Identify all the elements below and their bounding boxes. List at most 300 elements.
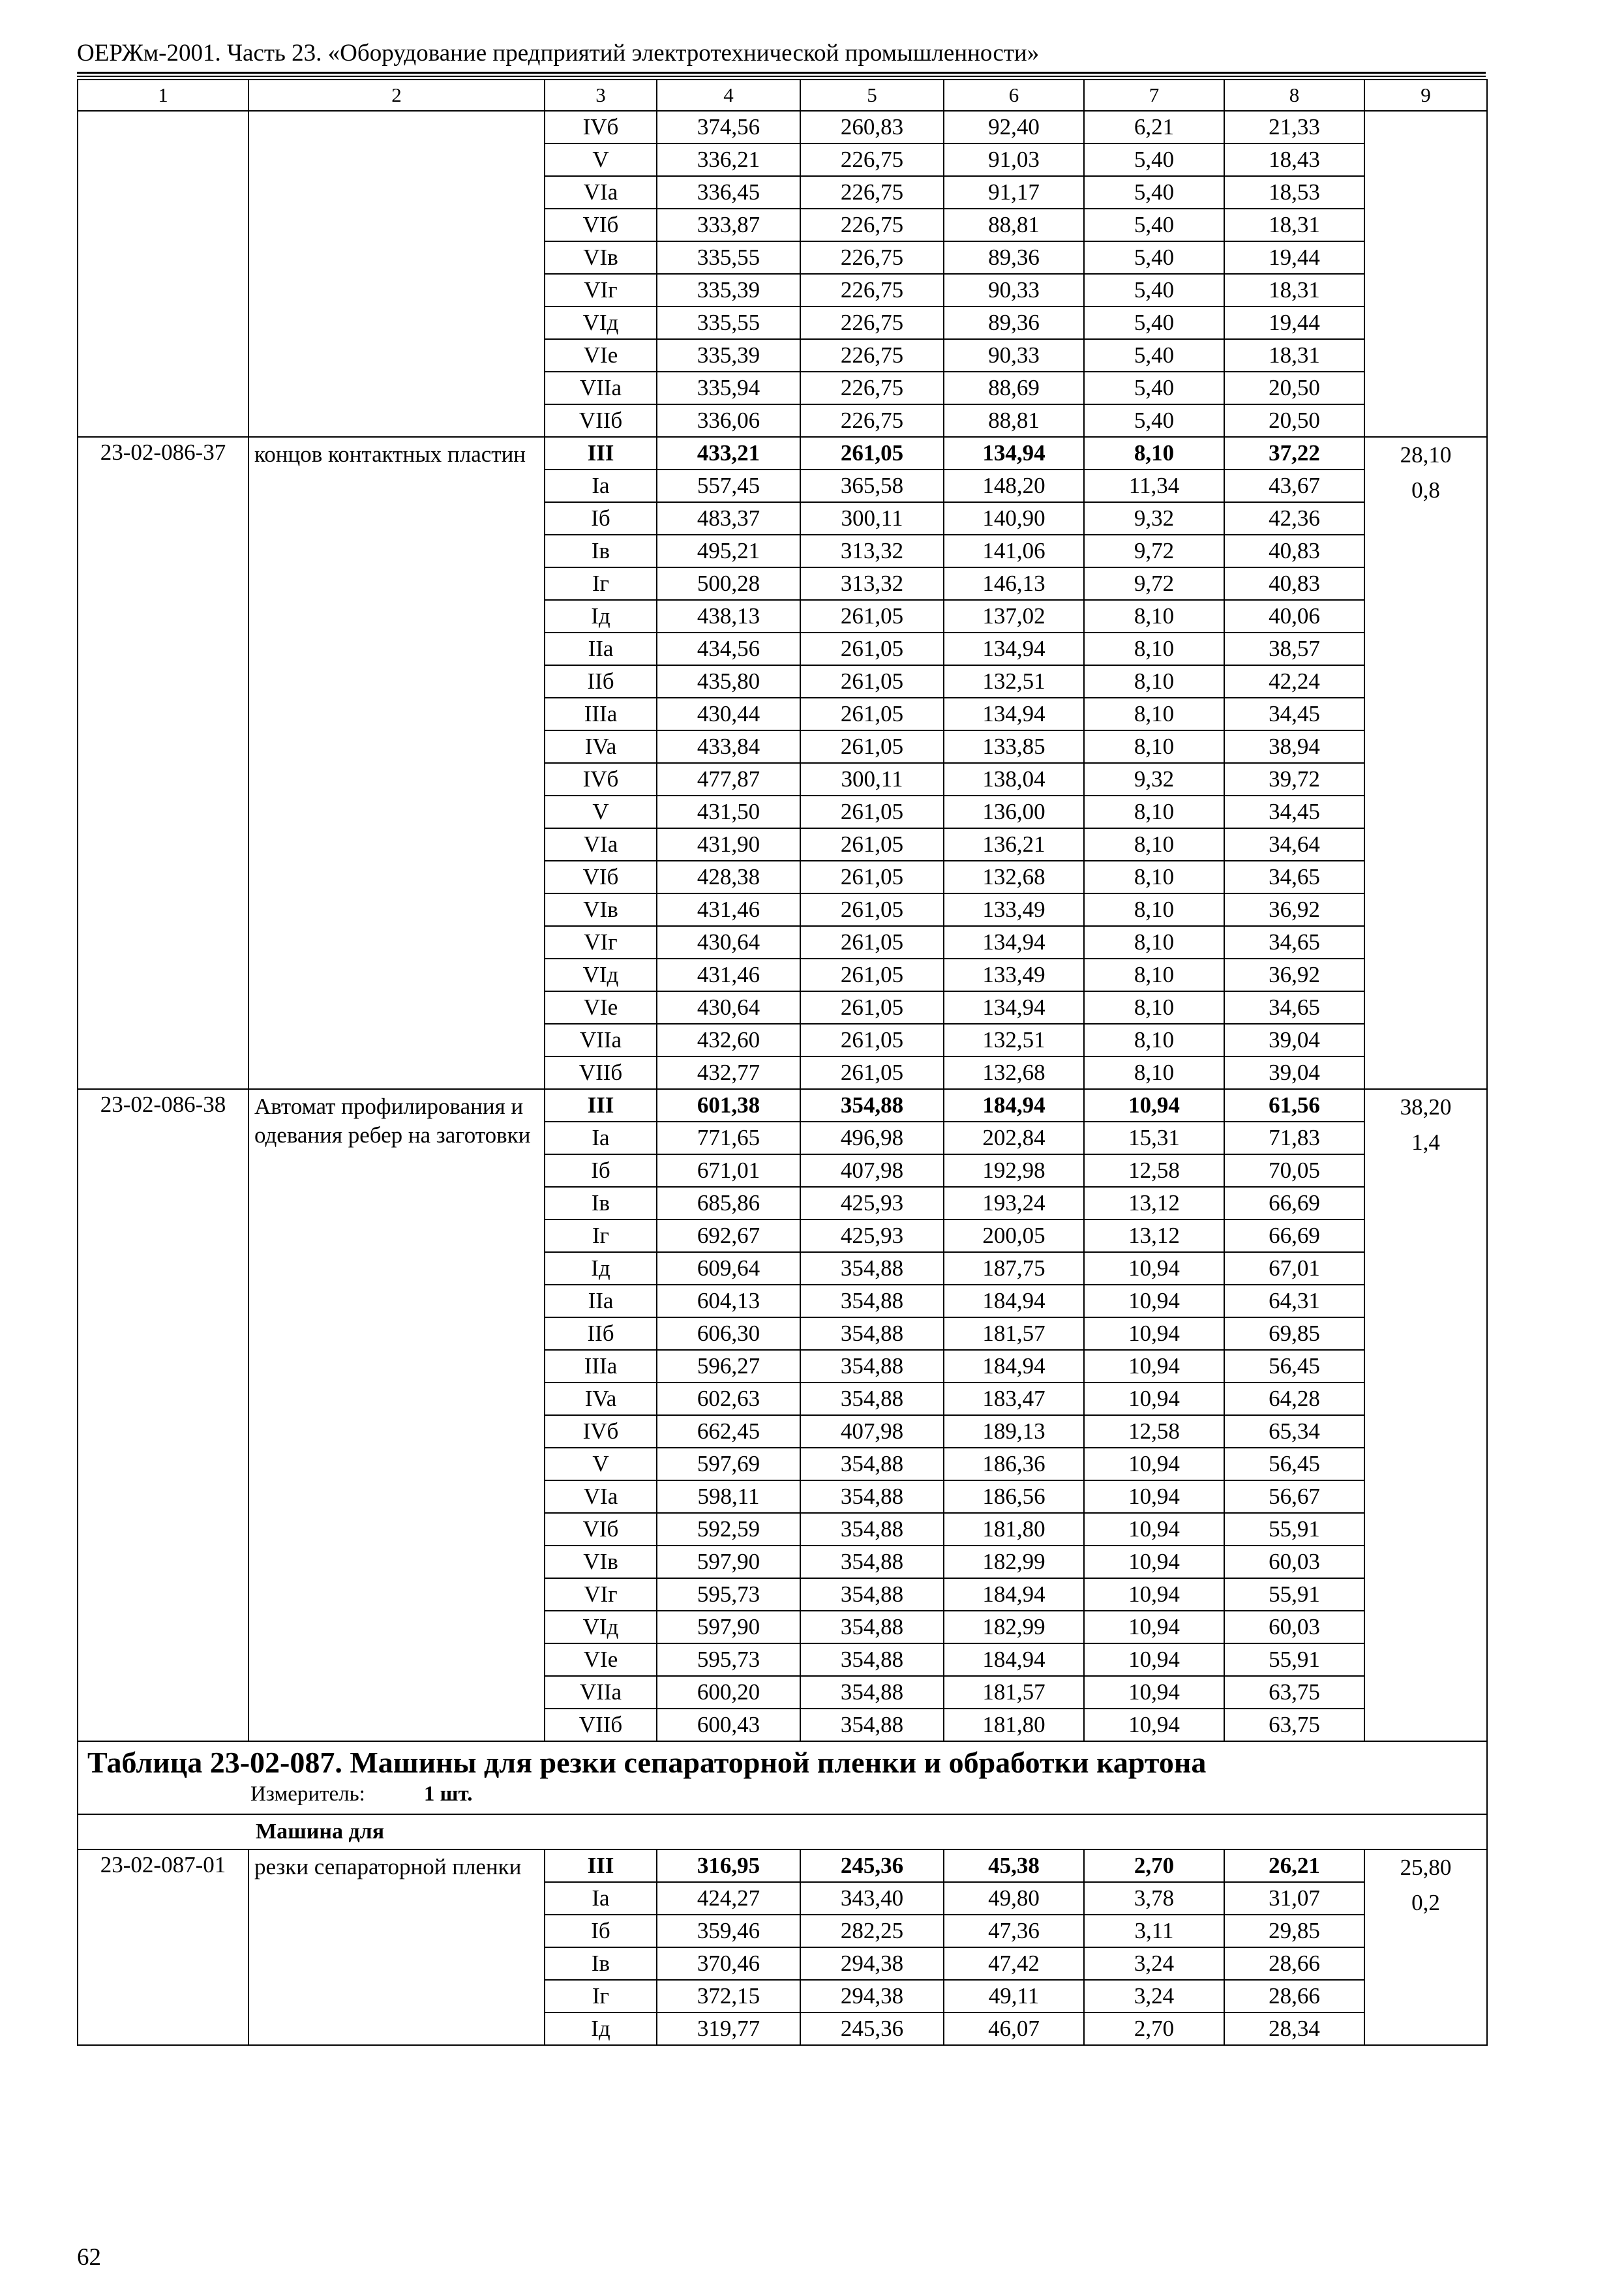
zone-cell: III xyxy=(545,437,657,470)
value-cell: 28,66 xyxy=(1224,1947,1364,1980)
zone-cell: VIa xyxy=(545,828,657,861)
name-cell: резки сепараторной пленки xyxy=(248,1849,545,2045)
value-cell: 137,02 xyxy=(944,600,1084,633)
zone-cell: Iб xyxy=(545,1154,657,1187)
value-cell: 335,55 xyxy=(657,307,800,339)
header-rule-secondary xyxy=(77,76,1486,77)
value-cell: 56,45 xyxy=(1224,1448,1364,1480)
value-cell: 43,67 xyxy=(1224,470,1364,502)
table-title: Таблица 23-02-087. Машины для резки сепараторной пленки и обработки картона xyxy=(87,1746,1207,1779)
value-cell: 245,36 xyxy=(800,1849,944,1882)
table-row xyxy=(78,1089,1487,1122)
value-cell: 431,90 xyxy=(657,828,800,861)
value-cell: 2,70 xyxy=(1084,2012,1224,2045)
value-cell: 29,85 xyxy=(1224,1915,1364,1947)
value-cell: 189,13 xyxy=(944,1415,1084,1448)
zone-cell: Iг xyxy=(545,1980,657,2012)
value-cell: 5,40 xyxy=(1084,339,1224,372)
zone-cell: VIe xyxy=(545,991,657,1024)
value-cell: 354,88 xyxy=(800,1513,944,1546)
value-cell: 354,88 xyxy=(800,1350,944,1383)
value-cell: 313,32 xyxy=(800,535,944,567)
value-cell: 55,91 xyxy=(1224,1513,1364,1546)
value-cell: 336,45 xyxy=(657,176,800,209)
rates-table xyxy=(77,79,1488,2046)
value-cell: 300,11 xyxy=(800,502,944,535)
zone-cell: VIв xyxy=(545,1546,657,1578)
value-cell: 477,87 xyxy=(657,763,800,796)
zone-cell: V xyxy=(545,1448,657,1480)
value-cell: 88,81 xyxy=(944,209,1084,241)
value-cell: 141,06 xyxy=(944,535,1084,567)
value-cell: 354,88 xyxy=(800,1676,944,1709)
value-cell: 65,34 xyxy=(1224,1415,1364,1448)
value-cell: 424,27 xyxy=(657,1882,800,1915)
col9-value: 38,20 xyxy=(1400,1094,1452,1120)
value-cell: 316,95 xyxy=(657,1849,800,1882)
value-cell: 685,86 xyxy=(657,1187,800,1219)
value-cell: 604,13 xyxy=(657,1285,800,1317)
value-cell: 67,01 xyxy=(1224,1252,1364,1285)
header-rule xyxy=(77,72,1486,74)
zone-cell: Iв xyxy=(545,1187,657,1219)
value-cell: 3,24 xyxy=(1084,1947,1224,1980)
value-cell: 601,38 xyxy=(657,1089,800,1122)
value-cell: 245,36 xyxy=(800,2012,944,2045)
value-cell: 34,64 xyxy=(1224,828,1364,861)
zone-cell: VIд xyxy=(545,959,657,991)
col9-value: 28,10 xyxy=(1400,442,1452,468)
value-cell: 8,10 xyxy=(1084,926,1224,959)
value-cell: 10,94 xyxy=(1084,1480,1224,1513)
value-cell: 597,90 xyxy=(657,1611,800,1643)
value-cell: 20,50 xyxy=(1224,404,1364,437)
value-cell: 47,42 xyxy=(944,1947,1084,1980)
value-cell: 354,88 xyxy=(800,1578,944,1611)
value-cell: 9,72 xyxy=(1084,535,1224,567)
value-cell: 181,57 xyxy=(944,1676,1084,1709)
value-cell: 61,56 xyxy=(1224,1089,1364,1122)
zone-cell: IIa xyxy=(545,633,657,665)
zone-cell: VIIб xyxy=(545,1056,657,1089)
value-cell: 184,94 xyxy=(944,1643,1084,1676)
value-cell: 10,94 xyxy=(1084,1643,1224,1676)
table-body xyxy=(78,80,1487,2045)
table-row xyxy=(78,111,1487,143)
value-cell: 598,11 xyxy=(657,1480,800,1513)
col9-value: 0,2 xyxy=(1411,1890,1440,1915)
zone-cell: IVa xyxy=(545,730,657,763)
value-cell: 407,98 xyxy=(800,1154,944,1187)
value-cell: 5,40 xyxy=(1084,241,1224,274)
column-number: 9 xyxy=(1364,80,1487,111)
value-cell: 294,38 xyxy=(800,1980,944,2012)
value-cell: 261,05 xyxy=(800,959,944,991)
value-cell: 2,70 xyxy=(1084,1849,1224,1882)
value-cell: 15,31 xyxy=(1084,1122,1224,1154)
zone-cell: IVa xyxy=(545,1383,657,1415)
zone-cell: IVб xyxy=(545,111,657,143)
zone-cell: Iд xyxy=(545,2012,657,2045)
value-cell: 10,94 xyxy=(1084,1709,1224,1741)
zone-cell: VIд xyxy=(545,1611,657,1643)
value-cell: 38,57 xyxy=(1224,633,1364,665)
zone-cell: VIв xyxy=(545,241,657,274)
value-cell: 261,05 xyxy=(800,633,944,665)
name-cell: концов контактных пластин xyxy=(248,437,545,1089)
value-cell: 37,22 xyxy=(1224,437,1364,470)
value-cell: 146,13 xyxy=(944,567,1084,600)
column-number: 3 xyxy=(545,80,657,111)
value-cell: 226,75 xyxy=(800,372,944,404)
value-cell: 336,21 xyxy=(657,143,800,176)
value-cell: 132,68 xyxy=(944,861,1084,893)
value-cell: 261,05 xyxy=(800,1024,944,1056)
value-cell: 42,36 xyxy=(1224,502,1364,535)
value-cell: 226,75 xyxy=(800,307,944,339)
value-cell: 8,10 xyxy=(1084,861,1224,893)
zone-cell: III xyxy=(545,1849,657,1882)
value-cell: 186,56 xyxy=(944,1480,1084,1513)
value-cell: 187,75 xyxy=(944,1252,1084,1285)
zone-cell: VIIб xyxy=(545,404,657,437)
zone-cell: Iг xyxy=(545,1219,657,1252)
zone-cell: V xyxy=(545,796,657,828)
value-cell: 60,03 xyxy=(1224,1611,1364,1643)
value-cell: 294,38 xyxy=(800,1947,944,1980)
value-cell: 186,36 xyxy=(944,1448,1084,1480)
table-title-row xyxy=(78,1741,1487,1814)
column-number: 8 xyxy=(1224,80,1364,111)
value-cell: 365,58 xyxy=(800,470,944,502)
value-cell: 407,98 xyxy=(800,1415,944,1448)
value-cell: 184,94 xyxy=(944,1285,1084,1317)
value-cell: 282,25 xyxy=(800,1915,944,1947)
value-cell: 431,50 xyxy=(657,796,800,828)
measure-label: Измеритель: xyxy=(250,1782,365,1806)
subheading-row xyxy=(78,1814,1487,1849)
value-cell: 8,10 xyxy=(1084,665,1224,698)
value-cell: 10,94 xyxy=(1084,1252,1224,1285)
value-cell: 181,57 xyxy=(944,1317,1084,1350)
value-cell: 8,10 xyxy=(1084,959,1224,991)
zone-cell: Iб xyxy=(545,1915,657,1947)
zone-cell: VIд xyxy=(545,307,657,339)
value-cell: 90,33 xyxy=(944,339,1084,372)
value-cell: 8,10 xyxy=(1084,1056,1224,1089)
value-cell: 9,32 xyxy=(1084,763,1224,796)
value-cell: 343,40 xyxy=(800,1882,944,1915)
value-cell: 132,68 xyxy=(944,1056,1084,1089)
value-cell: 5,40 xyxy=(1084,209,1224,241)
value-cell: 19,44 xyxy=(1224,241,1364,274)
value-cell: 91,03 xyxy=(944,143,1084,176)
value-cell: 6,21 xyxy=(1084,111,1224,143)
measure-line xyxy=(87,1780,1477,1808)
value-cell: 49,11 xyxy=(944,1980,1084,2012)
value-cell: 200,05 xyxy=(944,1219,1084,1252)
value-cell: 134,94 xyxy=(944,633,1084,665)
value-cell: 354,88 xyxy=(800,1709,944,1741)
value-cell: 335,55 xyxy=(657,241,800,274)
value-cell: 10,94 xyxy=(1084,1611,1224,1643)
value-cell: 202,84 xyxy=(944,1122,1084,1154)
value-cell: 192,98 xyxy=(944,1154,1084,1187)
value-cell: 430,44 xyxy=(657,698,800,730)
zone-cell: IIIa xyxy=(545,698,657,730)
value-cell: 8,10 xyxy=(1084,991,1224,1024)
value-cell: 435,80 xyxy=(657,665,800,698)
value-cell: 40,06 xyxy=(1224,600,1364,633)
column-number: 2 xyxy=(248,80,545,111)
value-cell: 354,88 xyxy=(800,1089,944,1122)
zone-cell: VIIa xyxy=(545,1676,657,1709)
col9-cell xyxy=(1364,1849,1487,2045)
value-cell: 133,49 xyxy=(944,893,1084,926)
zone-cell: Ia xyxy=(545,1122,657,1154)
zone-cell: VIIa xyxy=(545,1024,657,1056)
value-cell: 557,45 xyxy=(657,470,800,502)
value-cell: 89,36 xyxy=(944,307,1084,339)
value-cell: 5,40 xyxy=(1084,143,1224,176)
zone-cell: VIa xyxy=(545,1480,657,1513)
zone-cell: VIв xyxy=(545,893,657,926)
value-cell: 184,94 xyxy=(944,1350,1084,1383)
value-cell: 39,04 xyxy=(1224,1056,1364,1089)
value-cell: 354,88 xyxy=(800,1317,944,1350)
value-cell: 28,66 xyxy=(1224,1980,1364,2012)
value-cell: 12,58 xyxy=(1084,1415,1224,1448)
value-cell: 434,56 xyxy=(657,633,800,665)
code-cell: 23-02-087-01 xyxy=(78,1849,248,2045)
value-cell: 354,88 xyxy=(800,1252,944,1285)
value-cell: 692,67 xyxy=(657,1219,800,1252)
value-cell: 359,46 xyxy=(657,1915,800,1947)
value-cell: 226,75 xyxy=(800,274,944,307)
value-cell: 335,39 xyxy=(657,274,800,307)
value-cell: 8,10 xyxy=(1084,828,1224,861)
value-cell: 600,20 xyxy=(657,1676,800,1709)
value-cell: 138,04 xyxy=(944,763,1084,796)
value-cell: 595,73 xyxy=(657,1643,800,1676)
value-cell: 226,75 xyxy=(800,143,944,176)
value-cell: 8,10 xyxy=(1084,796,1224,828)
page-header: ОЕРЖм-2001. Часть 23. «Оборудование предприятий электротехнической промышленности» xyxy=(77,40,1040,67)
value-cell: 433,84 xyxy=(657,730,800,763)
value-cell: 88,81 xyxy=(944,404,1084,437)
value-cell: 134,94 xyxy=(944,698,1084,730)
value-cell: 260,83 xyxy=(800,111,944,143)
column-number: 1 xyxy=(78,80,248,111)
value-cell: 63,75 xyxy=(1224,1709,1364,1741)
value-cell: 183,47 xyxy=(944,1383,1084,1415)
zone-cell: Iг xyxy=(545,567,657,600)
value-cell: 597,69 xyxy=(657,1448,800,1480)
zone-cell: Iд xyxy=(545,1252,657,1285)
code-cell: 23-02-086-37 xyxy=(78,437,248,1089)
table-title-cell xyxy=(78,1741,1487,1814)
zone-cell: VIг xyxy=(545,1578,657,1611)
value-cell: 10,94 xyxy=(1084,1578,1224,1611)
zone-cell: VIe xyxy=(545,339,657,372)
value-cell: 8,10 xyxy=(1084,633,1224,665)
value-cell: 5,40 xyxy=(1084,307,1224,339)
zone-cell: IVб xyxy=(545,1415,657,1448)
value-cell: 56,67 xyxy=(1224,1480,1364,1513)
value-cell: 46,07 xyxy=(944,2012,1084,2045)
value-cell: 319,77 xyxy=(657,2012,800,2045)
value-cell: 425,93 xyxy=(800,1187,944,1219)
value-cell: 71,83 xyxy=(1224,1122,1364,1154)
value-cell: 64,28 xyxy=(1224,1383,1364,1415)
value-cell: 136,00 xyxy=(944,796,1084,828)
value-cell: 431,46 xyxy=(657,959,800,991)
value-cell: 10,94 xyxy=(1084,1317,1224,1350)
value-cell: 333,87 xyxy=(657,209,800,241)
value-cell: 47,36 xyxy=(944,1915,1084,1947)
value-cell: 5,40 xyxy=(1084,372,1224,404)
zone-cell: Iб xyxy=(545,502,657,535)
value-cell: 18,43 xyxy=(1224,143,1364,176)
value-cell: 609,64 xyxy=(657,1252,800,1285)
value-cell: 606,30 xyxy=(657,1317,800,1350)
value-cell: 595,73 xyxy=(657,1578,800,1611)
value-cell: 10,94 xyxy=(1084,1546,1224,1578)
value-cell: 40,83 xyxy=(1224,567,1364,600)
value-cell: 134,94 xyxy=(944,926,1084,959)
value-cell: 313,32 xyxy=(800,567,944,600)
value-cell: 261,05 xyxy=(800,1056,944,1089)
value-cell: 19,44 xyxy=(1224,307,1364,339)
value-cell: 181,80 xyxy=(944,1513,1084,1546)
value-cell: 184,94 xyxy=(944,1578,1084,1611)
value-cell: 8,10 xyxy=(1084,698,1224,730)
value-cell: 354,88 xyxy=(800,1285,944,1317)
zone-cell: IIб xyxy=(545,1317,657,1350)
value-cell: 18,31 xyxy=(1224,339,1364,372)
value-cell: 193,24 xyxy=(944,1187,1084,1219)
value-cell: 42,24 xyxy=(1224,665,1364,698)
value-cell: 354,88 xyxy=(800,1546,944,1578)
value-cell: 5,40 xyxy=(1084,176,1224,209)
col9-value: 1,4 xyxy=(1411,1130,1440,1155)
subheading: Машина для xyxy=(78,1814,1487,1849)
zone-cell: VIa xyxy=(545,176,657,209)
value-cell: 8,10 xyxy=(1084,730,1224,763)
value-cell: 36,92 xyxy=(1224,959,1364,991)
value-cell: 438,13 xyxy=(657,600,800,633)
col9-value: 25,80 xyxy=(1400,1855,1452,1880)
value-cell: 261,05 xyxy=(800,698,944,730)
value-cell: 184,94 xyxy=(944,1089,1084,1122)
zone-cell: IIб xyxy=(545,665,657,698)
value-cell: 34,65 xyxy=(1224,926,1364,959)
value-cell: 38,94 xyxy=(1224,730,1364,763)
value-cell: 132,51 xyxy=(944,665,1084,698)
value-cell: 226,75 xyxy=(800,241,944,274)
value-cell: 36,92 xyxy=(1224,893,1364,926)
value-cell: 8,10 xyxy=(1084,600,1224,633)
zone-cell: III xyxy=(545,1089,657,1122)
value-cell: 496,98 xyxy=(800,1122,944,1154)
value-cell: 261,05 xyxy=(800,437,944,470)
value-cell: 432,77 xyxy=(657,1056,800,1089)
value-cell: 13,12 xyxy=(1084,1219,1224,1252)
value-cell: 34,65 xyxy=(1224,861,1364,893)
table-row xyxy=(78,1849,1487,1882)
value-cell: 21,33 xyxy=(1224,111,1364,143)
zone-cell: Iд xyxy=(545,600,657,633)
zone-cell: VIг xyxy=(545,274,657,307)
value-cell: 3,11 xyxy=(1084,1915,1224,1947)
zone-cell: VIIa xyxy=(545,372,657,404)
value-cell: 64,31 xyxy=(1224,1285,1364,1317)
measure-value: 1 шт. xyxy=(423,1782,473,1806)
value-cell: 55,91 xyxy=(1224,1578,1364,1611)
col9-cell xyxy=(1364,437,1487,1089)
value-cell: 88,69 xyxy=(944,372,1084,404)
value-cell: 428,38 xyxy=(657,861,800,893)
value-cell: 430,64 xyxy=(657,926,800,959)
value-cell: 430,64 xyxy=(657,991,800,1024)
value-cell: 10,94 xyxy=(1084,1676,1224,1709)
value-cell: 495,21 xyxy=(657,535,800,567)
value-cell: 261,05 xyxy=(800,600,944,633)
value-cell: 182,99 xyxy=(944,1611,1084,1643)
value-cell: 49,80 xyxy=(944,1882,1084,1915)
value-cell: 10,94 xyxy=(1084,1513,1224,1546)
name-cell: Автомат профилирования и одевания ребер на заготовки xyxy=(248,1089,545,1741)
value-cell: 226,75 xyxy=(800,404,944,437)
value-cell: 34,45 xyxy=(1224,698,1364,730)
value-cell: 45,38 xyxy=(944,1849,1084,1882)
value-cell: 26,21 xyxy=(1224,1849,1364,1882)
value-cell: 10,94 xyxy=(1084,1089,1224,1122)
value-cell: 39,72 xyxy=(1224,763,1364,796)
value-cell: 261,05 xyxy=(800,893,944,926)
value-cell: 182,99 xyxy=(944,1546,1084,1578)
value-cell: 354,88 xyxy=(800,1480,944,1513)
zone-cell: VIe xyxy=(545,1643,657,1676)
value-cell: 70,05 xyxy=(1224,1154,1364,1187)
value-cell: 133,85 xyxy=(944,730,1084,763)
value-cell: 140,90 xyxy=(944,502,1084,535)
value-cell: 671,01 xyxy=(657,1154,800,1187)
zone-cell: IIa xyxy=(545,1285,657,1317)
value-cell: 63,75 xyxy=(1224,1676,1364,1709)
zone-cell: Ia xyxy=(545,1882,657,1915)
value-cell: 600,43 xyxy=(657,1709,800,1741)
zone-cell: Iв xyxy=(545,1947,657,1980)
value-cell: 181,80 xyxy=(944,1709,1084,1741)
column-number: 5 xyxy=(800,80,944,111)
value-cell: 261,05 xyxy=(800,926,944,959)
zone-cell: Iв xyxy=(545,535,657,567)
value-cell: 9,72 xyxy=(1084,567,1224,600)
code-cell xyxy=(78,111,248,437)
value-cell: 34,65 xyxy=(1224,991,1364,1024)
value-cell: 8,10 xyxy=(1084,1024,1224,1056)
value-cell: 354,88 xyxy=(800,1643,944,1676)
zone-cell: IIIa xyxy=(545,1350,657,1383)
value-cell: 3,24 xyxy=(1084,1980,1224,2012)
column-number: 4 xyxy=(657,80,800,111)
value-cell: 133,49 xyxy=(944,959,1084,991)
zone-cell: V xyxy=(545,143,657,176)
value-cell: 433,21 xyxy=(657,437,800,470)
value-cell: 55,91 xyxy=(1224,1643,1364,1676)
col9-cell xyxy=(1364,111,1487,437)
